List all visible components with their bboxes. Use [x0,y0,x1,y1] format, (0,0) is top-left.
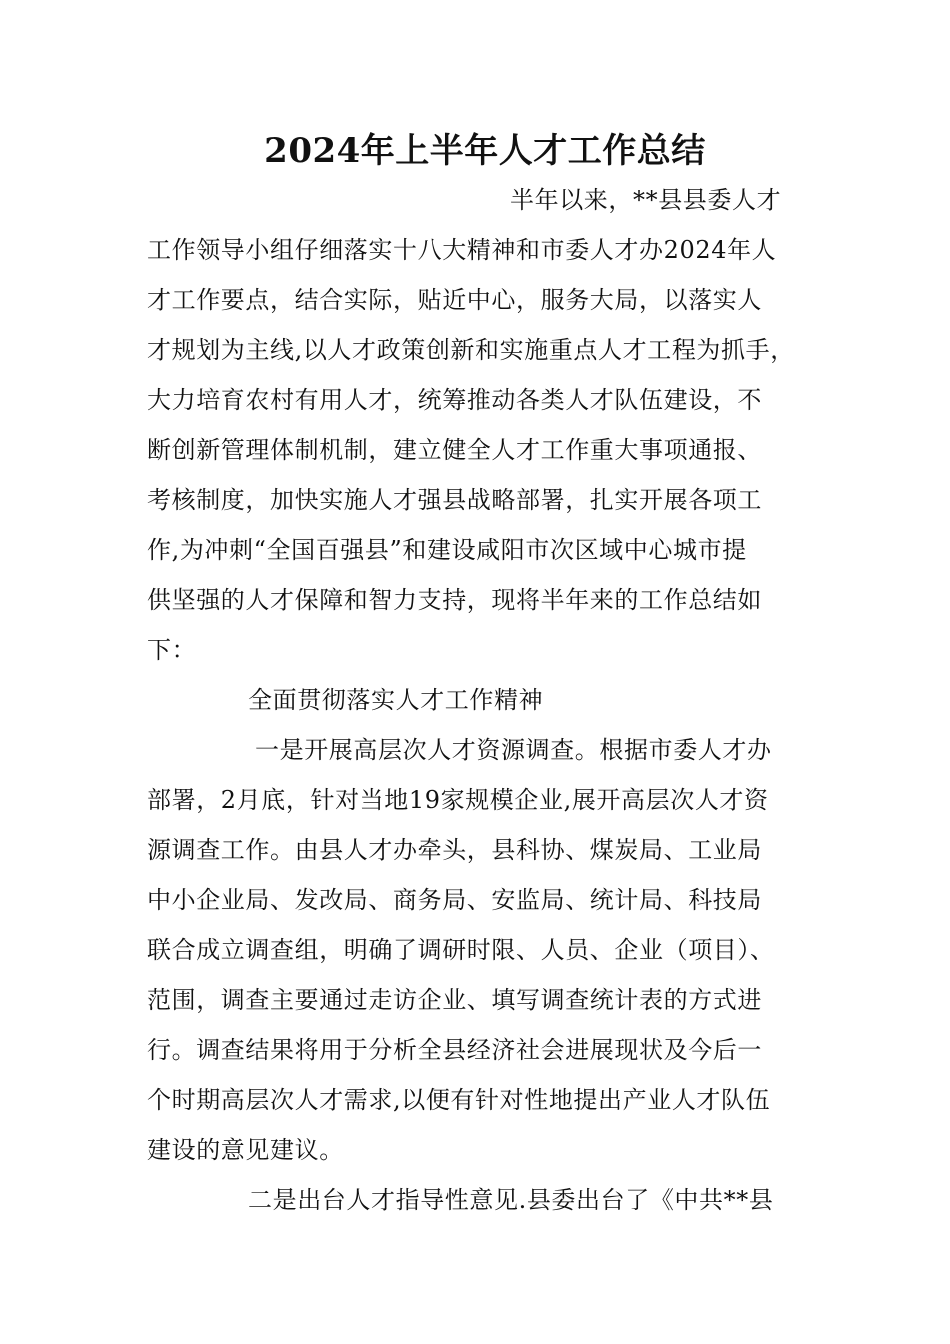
paragraph-line: 中小企业局、发改局、商务局、安监局、统计局、科技局 [147,886,762,914]
paragraph-line: 部署，2月底，针对当地19家规模企业,展开高层次人才资 [147,786,769,814]
paragraph-line: 大力培育农村有用人才，统筹推动各类人才队伍建设，不 [147,386,762,414]
paragraph-line: 作,为冲刺“全国百强县”和建设咸阳市次区域中心城市提 [147,536,747,564]
paragraph-line: 半年以来，**县县委人才 [510,186,782,214]
paragraph-line: 源调查工作。由县人才办牵头，县科协、煤炭局、工业局 [147,836,762,864]
paragraph-line: 才规划为主线,以人才政策创新和实施重点人才工程为抓手， [147,336,795,364]
paragraph-line: 下： [147,636,197,664]
paragraph-line: 个时期高层次人才需求,以便有针对性地提出产业人才队伍 [147,1086,771,1114]
paragraph-line: 二是出台人才指导性意见.县委出台了《中共**县 [248,1186,774,1214]
paragraph-line: 供坚强的人才保障和智力支持，现将半年来的工作总结如 [147,586,762,614]
paragraph-line: 才工作要点，结合实际，贴近中心，服务大局，以落实人 [147,286,762,314]
document-title: 2024年上半年人才工作总结 [264,131,706,171]
paragraph-line: 建设的意见建议。 [147,1136,344,1164]
paragraph-line: 行。调查结果将用于分析全县经济社会进展现状及今后一 [147,1036,762,1064]
section-heading: 全面贯彻落实人才工作精神 [248,686,544,714]
paragraph-line: 一是开展高层次人才资源调查。根据市委人才办 [255,736,772,764]
paragraph-line: 工作领导小组仔细落实十八大精神和市委人才办2024年人 [147,236,777,264]
paragraph-line: 联合成立调查组，明确了调研时限、人员、企业（项目）、 [147,936,775,964]
paragraph-line: 范围，调查主要通过走访企业、填写调查统计表的方式进 [147,986,762,1014]
paragraph-line: 断创新管理体制机制，建立健全人才工作重大事项通报、 [147,436,762,464]
paragraph-line: 考核制度，加快实施人才强县战略部署，扎实开展各项工 [147,486,762,514]
